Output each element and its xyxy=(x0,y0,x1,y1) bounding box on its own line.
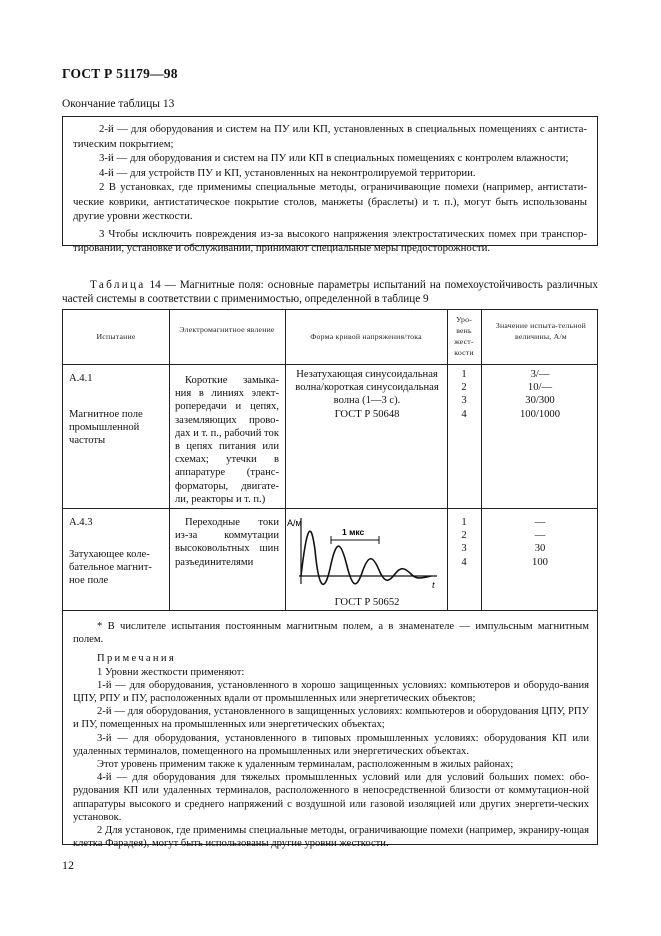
row-divider xyxy=(63,508,597,509)
table14-caption xyxy=(62,278,598,306)
header-waveform: Форма кривой напряжения/тока xyxy=(310,332,422,341)
level-value: 1 xyxy=(461,369,467,380)
note-line: 2 Для установок, где применимы специальные методы, ограничивающие помехи (например, экраниру-ющая клетка Фарадея), могут быть использованы другие уровни жесткости. xyxy=(73,825,589,850)
waveform-period-label: 1 мкс xyxy=(342,527,365,537)
header-divider xyxy=(63,364,597,365)
table13-line: 4-й — для устройств ПУ и КП, установленных на неконтролируемой территории. xyxy=(99,166,476,179)
note-line: 3-й — для оборудования, установленного в типовых промышленных условиях: оборудования КП или удаленных терминалов, помещенного на промышленных или энергетических объектах. xyxy=(73,732,589,757)
level-value: 2 xyxy=(461,530,467,542)
col-divider xyxy=(169,310,170,610)
table14 xyxy=(62,309,598,850)
table13-line: 2-й — для оборудования и систем на ПУ или КП, установленных в специальных помещениях с антиста-тическим покрытием; xyxy=(73,123,587,150)
row2-phenomenon: Переходные токи из-за коммутации высоковольтных шин разъединителями xyxy=(175,517,279,568)
table13-tail-text xyxy=(63,122,597,256)
row2-name: Затухающее коле-бательное магнит-ное поле xyxy=(69,549,152,587)
level-value: 2 xyxy=(461,382,467,394)
col-divider xyxy=(481,310,482,610)
row-divider xyxy=(63,610,597,611)
damped-oscillation-waveform xyxy=(287,514,441,592)
table14-caption-label: Таблица xyxy=(90,279,146,291)
row1-standard: ГОСТ Р 50648 xyxy=(334,409,400,420)
test-value: 30/300 xyxy=(525,395,555,407)
table-continuation-label: Окончание таблицы 13 xyxy=(62,98,175,110)
level-value: 4 xyxy=(461,408,467,420)
level-value: 1 xyxy=(461,517,467,528)
row1-levels xyxy=(449,368,479,421)
note-line: Этот уровень применим также к удаленным терминалам, расположенным в жилых районах; xyxy=(97,759,514,771)
level-value: 3 xyxy=(461,543,467,555)
note-line: 1-й — для оборудования, установленного в хорошо защищенных условиях: компьютеров и оборудо-вания ЦПУ, РПУ и ПУ, расположенных вдали от промышленных или энергетических объектов; xyxy=(73,679,589,705)
table14-caption-text: 14 — Магнитные поля: основные параметры испытаний на помехоустойчивость различных частей системы в соответствии с применимостью, определенной в таблице 9 xyxy=(62,279,598,305)
test-value: 100 xyxy=(532,556,548,568)
waveform-axis-y-label: А/м xyxy=(287,518,302,528)
row1-waveform: Незатухающая синусоидальная волна/короткая синусоидальная волна (1—3 с). xyxy=(295,369,439,407)
test-value: 10/— xyxy=(527,382,553,394)
row1-phenomenon: Короткие замыка-ния в линиях элект-ропередачи и цепях, заземляющих прово-дах и т. п., рабочий ток в цепях питания или схемах; утечки в аппаратуре (транс-форматоры, двигате-ли, реакторы и т. п.) xyxy=(175,375,279,505)
note-line: 4-й — для оборудования для тяжелых промышленных условий или для условий больших помех: обо-рудования КП или удаленных терминалов, расположенного в непосредственной близости от коммутацион-ной аппаратуры высокого и среднего напряжений с воздушной или газовой изоляцией или других энергети-ческих установок. xyxy=(73,772,589,823)
row1-values xyxy=(483,368,597,421)
header-phenomenon: Электромагнитное явление xyxy=(179,325,275,334)
test-value: 100/1000 xyxy=(519,408,561,420)
row1-name: Магнитное поле промышленной частоты xyxy=(69,409,143,447)
test-value: — xyxy=(534,530,546,542)
note-line: 1 Уровни жесткости применяют: xyxy=(97,666,245,678)
row2-standard: ГОСТ Р 50652 xyxy=(334,597,400,608)
table13-line: 3-й — для оборудования и систем на ПУ или КП в специальных помещениях с контролем влажности; xyxy=(99,152,569,164)
header-test: Испытание xyxy=(96,332,136,341)
header-level: Уро-вень жест-кости xyxy=(454,315,474,357)
test-value: 30 xyxy=(534,543,546,555)
row2-code: А.4.3 xyxy=(69,517,93,528)
test-value: 3/— xyxy=(530,369,550,380)
table13-tail-box xyxy=(62,116,598,254)
notes-title: Примечания xyxy=(97,653,176,665)
waveform-axis-x-label: t xyxy=(432,580,435,591)
level-value: 3 xyxy=(461,395,467,407)
document-standard-header: ГОСТ Р 51179—98 xyxy=(62,66,178,81)
row2-values xyxy=(483,516,597,569)
table14-notes xyxy=(63,620,597,850)
note-line: 2-й — для оборудования, установленного в защищенных условиях: компьютеров и оборудования ЦПУ, РПУ и ПУ, помещенных на промышленных или энергетических объектах; xyxy=(73,706,589,731)
row1-code: А.4.1 xyxy=(69,373,93,384)
page-number: 12 xyxy=(62,858,74,872)
col-divider xyxy=(447,310,448,610)
table13-line: 2 В установках, где применимы специальные методы, ограничивающие помехи (например, антистати-ческие коврики, антистатическое покрытие столов, манжеты (браслеты) и т. п.), могут быть использованы другие уровни жесткости. xyxy=(73,181,587,222)
header-value: Значение испыта-тельной величины, А/м xyxy=(495,321,587,341)
row2-levels xyxy=(449,516,479,569)
table14-footnote: * В числителе испытания постоянным магнитным полем, а в знаменателе — импульсным магнитным полем. xyxy=(73,621,589,646)
table13-line: 3 Чтобы исключить повреждения из-за высокого напряжения электростатических помех при транспор-тировании, установке и обслуживании, принимают специальные меры предосторожности. xyxy=(73,227,587,254)
test-value: — xyxy=(534,517,546,528)
level-value: 4 xyxy=(461,556,467,568)
col-divider xyxy=(285,310,286,610)
